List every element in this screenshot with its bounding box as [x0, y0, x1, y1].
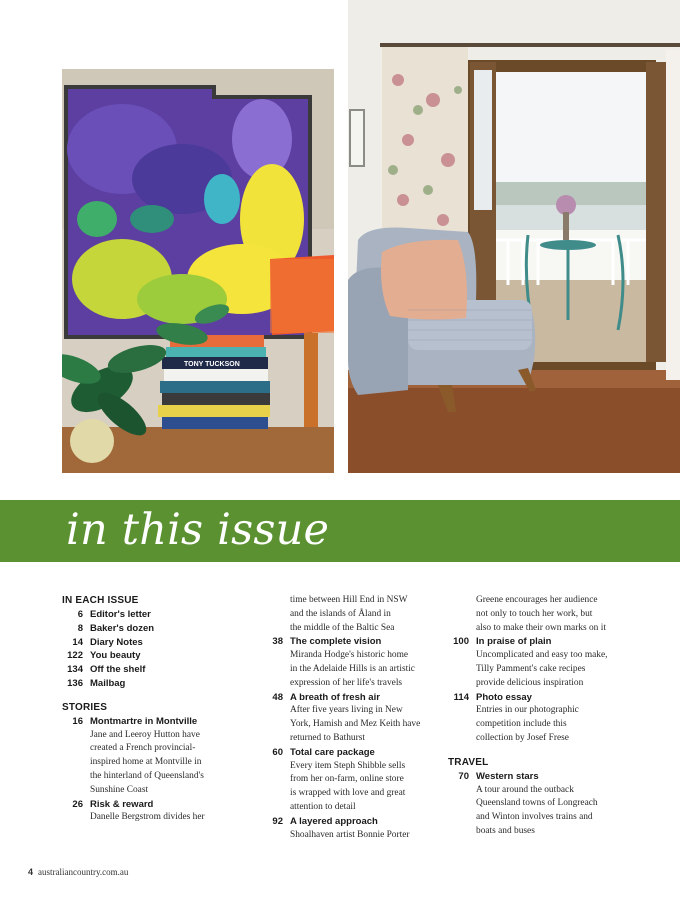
- continued-description-line: not only to touch her work, but: [476, 608, 593, 619]
- contents-entry[interactable]: [62, 663, 252, 677]
- entry-page-number: 26: [72, 798, 83, 810]
- entry-description-line: Shoalhaven artist Bonnie Porter: [290, 829, 410, 840]
- entry-title: A breath of fresh air: [290, 691, 380, 703]
- entry-description-line: and Winton involves trains and: [476, 812, 593, 823]
- website-url: australiancountry.com.au: [38, 867, 129, 877]
- entry-title: Editor's letter: [90, 609, 151, 620]
- contents-entry[interactable]: [262, 635, 442, 649]
- entry-description-line: attention to detail: [290, 801, 356, 812]
- entry-description-line: created a French provincial-: [90, 743, 196, 754]
- entry-description-line: is wrapped with love and great: [290, 788, 406, 799]
- page-footer: [28, 866, 128, 878]
- entry-description-line: Jane and Leeroy Hutton have: [90, 729, 200, 740]
- contents-column-2: [262, 594, 442, 842]
- contents-column-3: [448, 594, 630, 839]
- entry-page-number: 6: [77, 609, 83, 620]
- continued-description-line: also to make their own marks on it: [476, 622, 606, 633]
- entry-title: Montmartre in Montville: [90, 715, 198, 727]
- travel-list: [448, 770, 630, 839]
- entry-page-number: 100: [453, 636, 469, 648]
- entry-description-line: York, Hamish and Mez Keith have: [290, 719, 421, 730]
- section-heading-in-each-issue: IN EACH ISSUE: [62, 595, 139, 606]
- stories-list-col3: [448, 635, 630, 745]
- contents-entry[interactable]: [62, 798, 252, 812]
- contents-entry[interactable]: [262, 746, 442, 760]
- contents-entry[interactable]: [448, 691, 630, 705]
- contents-entry[interactable]: [62, 636, 252, 650]
- entry-title: You beauty: [90, 650, 141, 662]
- book-spine-label: TONY TUCKSON: [184, 361, 240, 368]
- photo-painting-interior: [62, 69, 334, 473]
- banner-title: in this issue: [66, 505, 330, 555]
- contents-entry[interactable]: [62, 677, 252, 691]
- entry-title: Total care package: [290, 746, 375, 758]
- entry-page-number: 136: [67, 677, 83, 689]
- entry-description-line: from her on-farm, online store: [290, 774, 404, 785]
- entry-page-number: 48: [272, 691, 283, 703]
- entry-description-line: the hinterland of Queensland's: [90, 770, 204, 781]
- contents-entry[interactable]: [262, 691, 442, 705]
- section-heading-travel: TRAVEL: [448, 756, 489, 768]
- entry-description-line: A tour around the outback: [476, 784, 574, 795]
- entry-title: Off the shelf: [90, 664, 146, 676]
- entry-page-number: 8: [77, 622, 83, 634]
- story-continuation-col2: [262, 594, 442, 635]
- entry-page-number: 114: [453, 691, 469, 703]
- entry-title: Mailbag: [90, 677, 126, 689]
- entry-description-line: Tilly Pamment's cake recipes: [476, 663, 586, 674]
- entry-description-line: After five years living in New: [290, 705, 403, 716]
- photo-armchair-balcony: [348, 0, 680, 473]
- stories-list-col1: [62, 715, 252, 825]
- entry-page-number: 16: [72, 715, 83, 727]
- entry-description-line: competition include this: [476, 719, 567, 730]
- contents-entry[interactable]: [62, 622, 252, 636]
- entry-page-number: 60: [272, 746, 283, 758]
- entry-description-line: Every item Steph Shibble sells: [290, 760, 406, 771]
- entry-page-number: 92: [272, 815, 283, 827]
- section-heading-stories: STORIES: [62, 701, 108, 713]
- painting-photo-illustration: [62, 69, 334, 473]
- contents-entry[interactable]: [62, 608, 252, 622]
- stories-list-col2: [262, 635, 442, 842]
- entry-title: Baker's dozen: [90, 622, 155, 634]
- entry-title: The complete vision: [290, 636, 382, 648]
- contents-entry[interactable]: [62, 649, 252, 663]
- entry-page-number: 122: [67, 650, 83, 662]
- entry-description-line: Queensland towns of Longreach: [476, 798, 598, 809]
- entry-description-line: Uncomplicated and easy too make,: [476, 650, 608, 661]
- story-continuation-col3: [448, 594, 630, 635]
- entry-description-line: Miranda Hodge's historic home: [290, 650, 409, 661]
- entry-description-line: expression of her life's travels: [290, 677, 403, 688]
- entry-description-line: provide delicious inspiration: [476, 677, 584, 688]
- contents-entry[interactable]: [448, 635, 630, 649]
- entry-description-line: inspired home at Montville in: [90, 757, 202, 768]
- entry-page-number: 38: [272, 636, 283, 648]
- entry-description-line: Sunshine Coast: [90, 784, 149, 795]
- entry-title: In praise of plain: [476, 636, 552, 648]
- entry-description-line: collection by Josef Frese: [476, 732, 569, 743]
- contents-entry[interactable]: [262, 815, 442, 829]
- entry-title: Photo essay: [476, 691, 532, 703]
- entry-description-line: returned to Bathurst: [290, 732, 365, 743]
- entry-description-line: in the Adelaide Hills is an artistic: [290, 663, 415, 674]
- entry-page-number: 14: [72, 636, 83, 648]
- entry-description-line: Danelle Bergstrom divides her: [90, 812, 205, 823]
- continued-description-line: time between Hill End in NSW: [290, 595, 408, 605]
- continued-description-line: and the islands of Åland in: [290, 608, 391, 619]
- contents-entry[interactable]: [448, 770, 630, 784]
- continued-description-line: Greene encourages her audience: [476, 595, 598, 605]
- entry-description-line: boats and buses: [476, 825, 535, 836]
- contents-column-1: [62, 594, 252, 825]
- entry-page-number: 70: [458, 770, 469, 782]
- contents-entry[interactable]: [62, 715, 252, 729]
- entry-title: Diary Notes: [90, 636, 143, 648]
- page-number: 4: [28, 867, 34, 877]
- in-each-issue-list: [62, 608, 252, 691]
- entry-title: Risk & reward: [90, 798, 154, 810]
- armchair-photo-illustration: [348, 0, 680, 473]
- entry-title: Western stars: [476, 770, 539, 782]
- continued-description-line: the middle of the Baltic Sea: [290, 622, 395, 633]
- entry-description-line: Entries in our photographic: [476, 705, 579, 716]
- entry-page-number: 134: [67, 664, 83, 676]
- entry-title: A layered approach: [290, 815, 378, 827]
